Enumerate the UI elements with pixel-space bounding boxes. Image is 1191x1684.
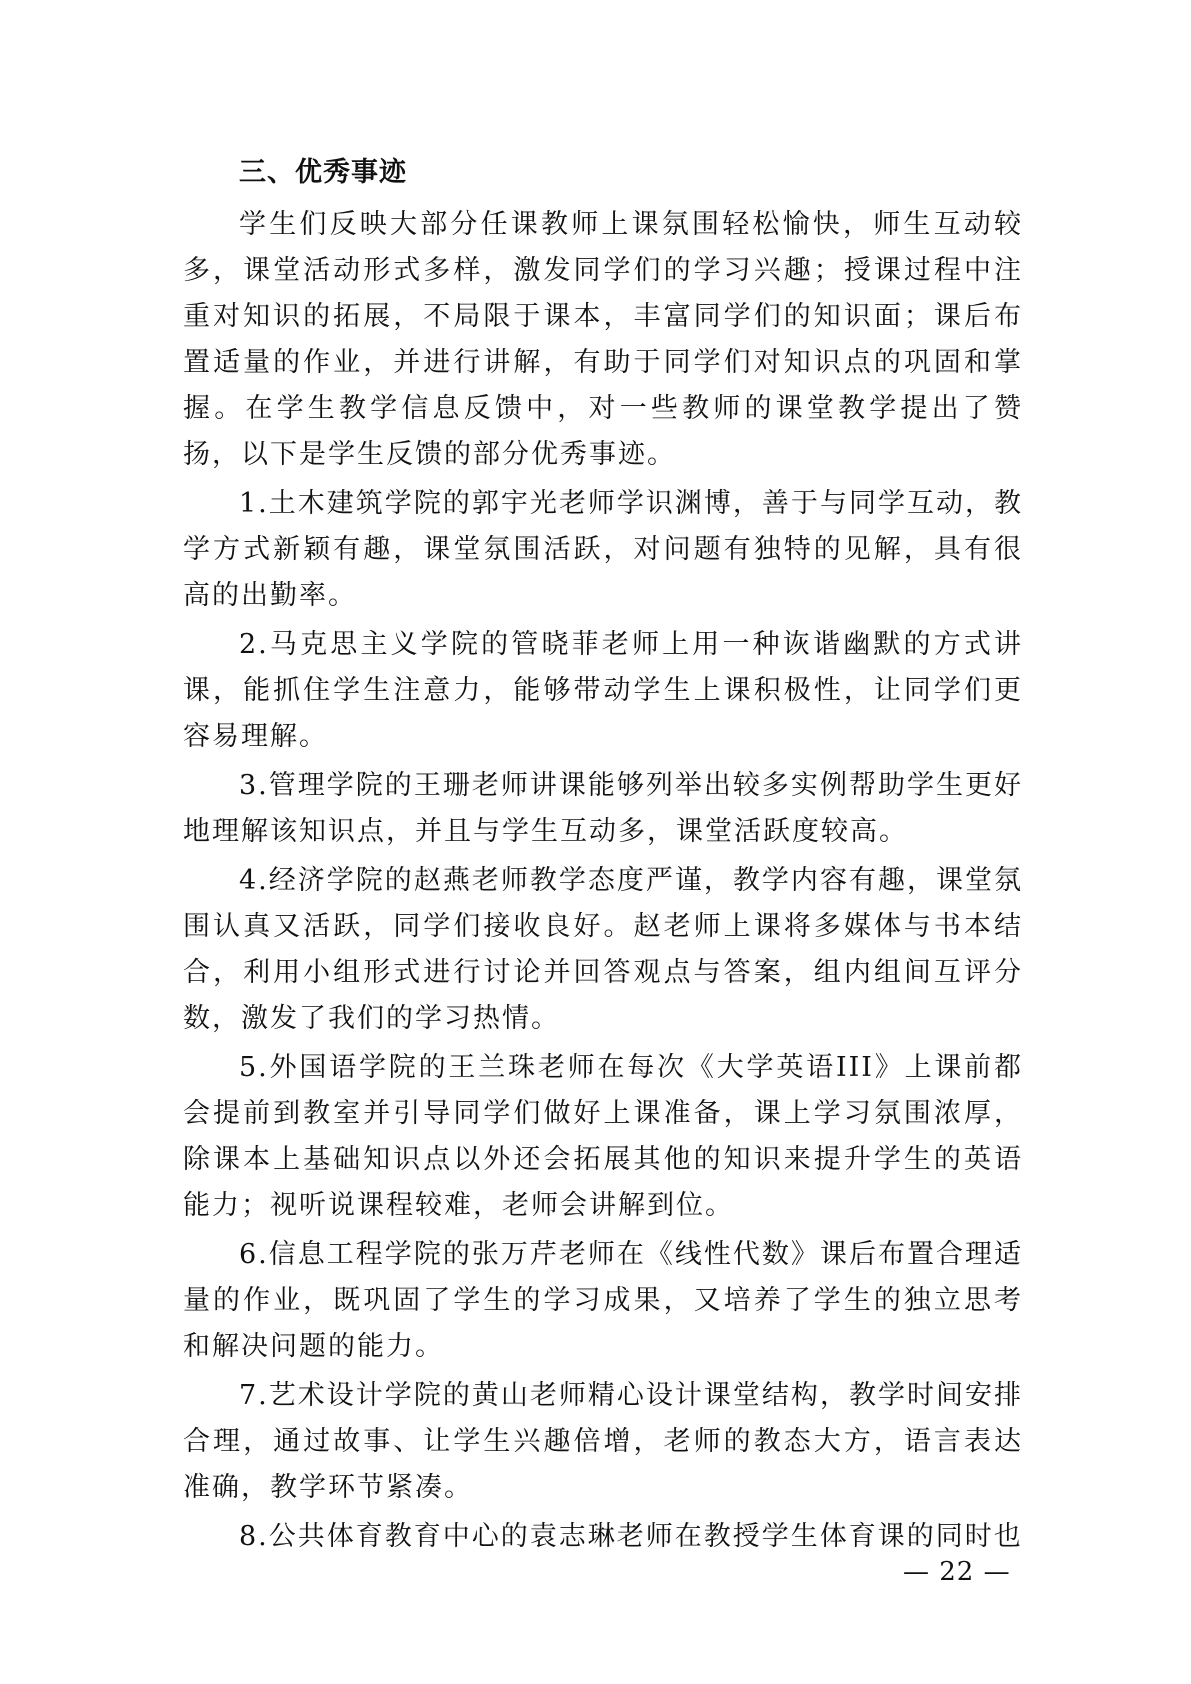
list-item-8: 8.公共体育教育中心的袁志琳老师在教授学生体育课的同时也: [239, 1521, 1023, 1552]
list-item-3: 3.管理学院的王珊老师讲课能够列举出较多实例帮助学生更好地理解该知识点，并且与学生互动多，课堂活跃度较高。: [183, 770, 1023, 847]
list-item-1: 1.土木建筑学院的郭宇光老师学识渊博，善于与同学互动，教学方式新颖有趣，课堂氛围活跃，对问题有独特的见解，具有很高的出勤率。: [183, 488, 1023, 611]
section-heading: 三、优秀事迹: [239, 157, 407, 188]
list-item-2: 2.马克思主义学院的管晓菲老师上用一种诙谐幽默的方式讲课，能抓住学生注意力，能够带动学生上课积极性，让同学们更容易理解。: [183, 629, 1023, 752]
page-number: — 22 —: [903, 1557, 1011, 1587]
list-item-5: 5.外国语学院的王兰珠老师在每次《大学英语III》上课前都会提前到教室并引导同学们做好上课准备，课上学习氛围浓厚，除课本上基础知识点以外还会拓展其他的知识来提升学生的英语能力；视听说课程较难，老师会讲解到位。: [183, 1052, 1023, 1221]
list-item-7: 7.艺术设计学院的黄山老师精心设计课堂结构，教学时间安排合理，通过故事、让学生兴趣倍增，老师的教态大方，语言表达准确，教学环节紧凑。: [183, 1380, 1023, 1503]
page-body: [183, 148, 1023, 1560]
list-item-4: 4.经济学院的赵燕老师教学态度严谨，教学内容有趣，课堂氛围认真又活跃，同学们接收良好。赵老师上课将多媒体与书本结合，利用小组形式进行讨论并回答观点与答案，组内组间互评分数，激发了我们的学习热情。: [183, 865, 1023, 1034]
list-item-6: 6.信息工程学院的张万芹老师在《线性代数》课后布置合理适量的作业，既巩固了学生的学习成果，又培养了学生的独立思考和解决问题的能力。: [183, 1239, 1023, 1362]
intro-paragraph: 学生们反映大部分任课教师上课氛围轻松愉快，师生互动较多，课堂活动形式多样，激发同学们的学习兴趣；授课过程中注重对知识的拓展，不局限于课本，丰富同学们的知识面；课后布置适量的作业，并进行讲解，有助于同学们对知识点的巩固和掌握。在学生教学信息反馈中，对一些教师的课堂教学提出了赞扬，以下是学生反馈的部分优秀事迹。: [183, 209, 1023, 470]
